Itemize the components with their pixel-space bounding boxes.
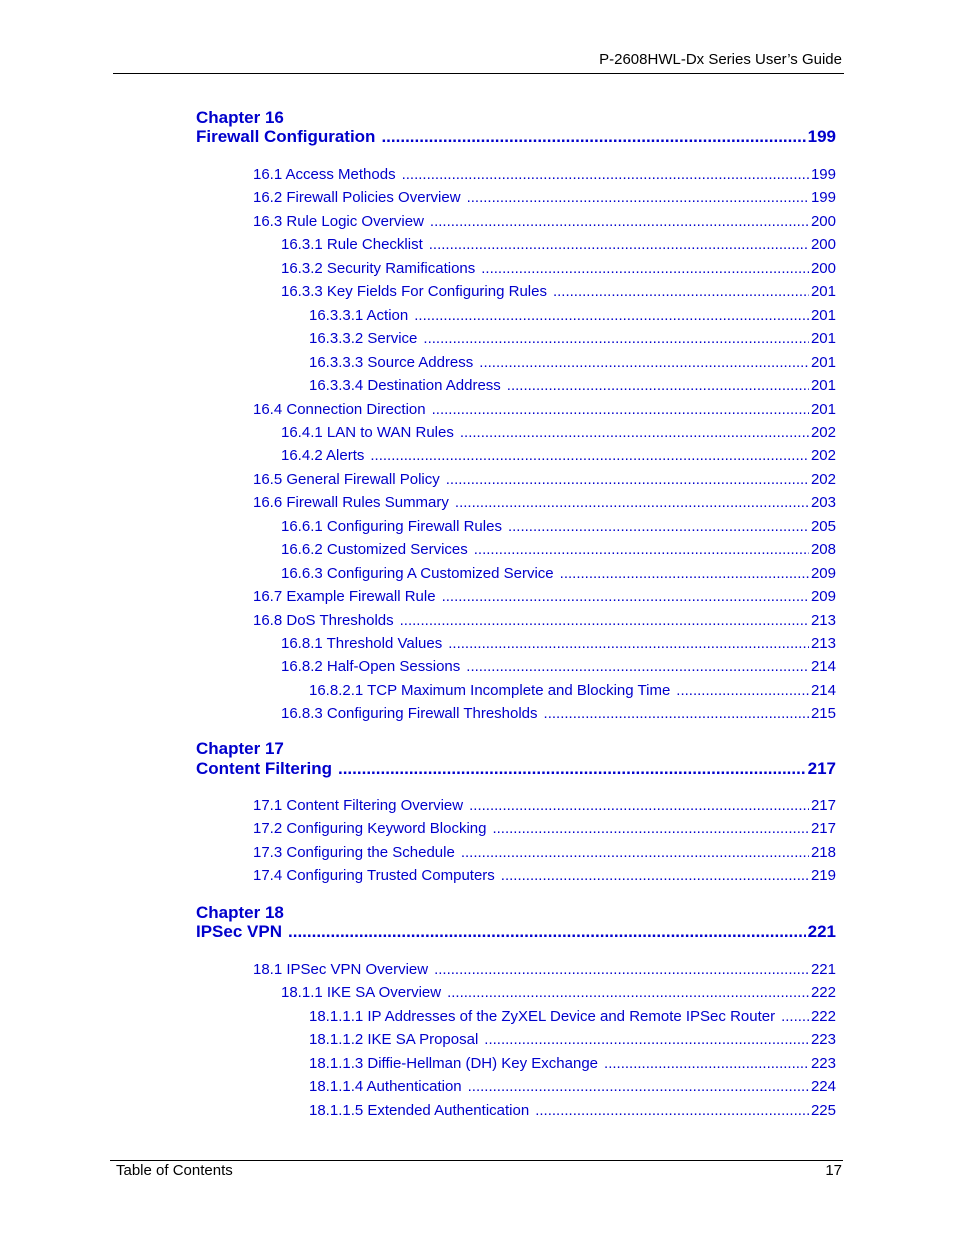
toc-entry-link[interactable]	[253, 867, 836, 887]
toc-entry-page-number: 201	[810, 377, 836, 395]
toc-entry-title: 16.5 General Firewall Policy	[253, 470, 440, 488]
chapter-label[interactable]: Chapter 17	[196, 739, 284, 758]
toc-entry-title: 16.6.2 Customized Services	[281, 541, 468, 559]
chapter-title-link[interactable]	[196, 922, 836, 944]
toc-entry-link[interactable]	[253, 588, 836, 608]
toc-entry-link[interactable]	[309, 1078, 836, 1098]
dot-leader	[429, 236, 809, 253]
dot-leader	[430, 213, 809, 230]
dot-leader	[468, 1078, 809, 1095]
toc-entry-title: 18.1.1.4 Authentication	[309, 1078, 462, 1096]
toc-entry-page-number: 209	[810, 588, 836, 606]
dot-leader	[288, 922, 806, 942]
chapter-title: Content Filtering	[196, 759, 332, 778]
dot-leader	[507, 377, 809, 394]
dot-leader	[461, 844, 809, 861]
toc-entry-title: 17.1 Content Filtering Overview	[253, 797, 464, 814]
dot-leader	[434, 961, 809, 978]
toc-entry-title: 16.8.2 Half-Open Sessions	[281, 658, 461, 676]
toc-entry-link[interactable]	[309, 330, 836, 350]
toc-entry-title: 16.3.3.2 Service	[309, 330, 418, 348]
toc-entry-title: 18.1.1.2 IKE SA Proposal	[309, 1031, 479, 1049]
toc-entry-page-number: 201	[810, 283, 836, 301]
toc-entry-page-number: 200	[810, 236, 836, 254]
toc-entry-page-number: 221	[810, 961, 836, 978]
toc-entry-title: 18.1.1.3 Diffie-Hellman (DH) Key Exchange	[309, 1054, 599, 1072]
toc-entry-title: 16.6.3 Configuring A Customized Service	[281, 564, 554, 582]
dot-leader	[781, 1008, 809, 1025]
toc-entry-title: 16.3.3.1 Action	[309, 306, 409, 324]
toc-entry-page-number: 215	[810, 705, 836, 723]
toc-entry-page-number: 202	[810, 470, 836, 488]
toc-entry-page-number: 200	[810, 259, 836, 277]
toc-entry-link[interactable]	[281, 565, 836, 585]
chapter-title-link[interactable]	[196, 759, 836, 781]
toc-entry-page-number: 201	[810, 330, 836, 348]
toc-entry-link[interactable]	[309, 1031, 836, 1051]
footer-section-name: Table of Contents	[116, 1162, 233, 1179]
dot-leader	[535, 1102, 809, 1119]
toc-entry-page-number: 202	[810, 423, 836, 441]
toc-entry-link[interactable]	[281, 984, 836, 1004]
footer-divider	[110, 1160, 843, 1161]
dot-leader	[469, 797, 809, 814]
toc-entry-page-number: 219	[810, 867, 836, 885]
toc-entry-title: 16.3 Rule Logic Overview	[253, 212, 424, 230]
dot-leader	[466, 658, 809, 675]
toc-entry-page-number: 213	[810, 635, 836, 652]
toc-entry-title: 16.7 Example Firewall Rule	[253, 588, 436, 606]
toc-entry-page-number: 199	[810, 189, 836, 207]
dot-leader	[460, 424, 809, 441]
toc-entry-title: 17.3 Configuring the Schedule	[253, 843, 455, 861]
chapter-title: Firewall Configuration	[196, 127, 376, 146]
toc-entry-title: 16.4.2 Alerts	[281, 447, 365, 465]
dot-leader	[676, 682, 809, 699]
dot-leader	[492, 820, 809, 837]
header-divider	[113, 73, 844, 74]
toc-entry-link[interactable]	[281, 260, 836, 280]
toc-entry-title: 16.2 Firewall Policies Overview	[253, 189, 461, 207]
dot-leader	[400, 612, 809, 629]
toc-entry-link[interactable]	[281, 283, 836, 303]
dot-leader	[455, 494, 809, 511]
chapter-page-number: 221	[807, 922, 836, 941]
toc-entry-page-number: 203	[810, 494, 836, 512]
toc-entry-page-number: 202	[810, 447, 836, 465]
chapter-title: IPSec VPN	[196, 922, 282, 941]
dot-leader	[432, 401, 809, 418]
toc-entry-link[interactable]	[253, 166, 836, 186]
toc-entry-page-number: 213	[810, 611, 836, 629]
toc-entry-link[interactable]	[309, 1008, 836, 1028]
toc-entry-title: 18.1.1 IKE SA Overview	[281, 984, 442, 1002]
dot-leader	[338, 759, 806, 779]
dot-leader	[447, 984, 809, 1001]
toc-entry-link[interactable]	[281, 424, 836, 444]
toc-entry-title: 16.1 Access Methods	[253, 166, 396, 183]
toc-entry-page-number: 214	[810, 681, 836, 699]
chapter-label[interactable]: Chapter 18	[196, 903, 284, 922]
toc-entry-page-number: 223	[810, 1031, 836, 1049]
toc-entry-title: 18.1.1.1 IP Addresses of the ZyXEL Device and Remote IPSec Router	[309, 1007, 776, 1025]
dot-leader	[381, 127, 805, 147]
dot-leader	[474, 541, 809, 558]
toc-entry-page-number: 205	[810, 517, 836, 535]
toc-entry-link[interactable]	[309, 354, 836, 374]
dot-leader	[481, 260, 809, 277]
dot-leader	[467, 189, 809, 206]
toc-entry-title: 17.4 Configuring Trusted Computers	[253, 867, 495, 885]
toc-entry-page-number: 201	[810, 400, 836, 418]
dot-leader	[479, 354, 809, 371]
toc-entry-page-number: 218	[810, 843, 836, 861]
toc-entry-title: 16.6.1 Configuring Firewall Rules	[281, 517, 502, 535]
dot-leader	[544, 705, 809, 722]
toc-entry-title: 16.6 Firewall Rules Summary	[253, 494, 449, 512]
toc-entry-title: 16.8 DoS Thresholds	[253, 611, 394, 629]
toc-entry-link[interactable]	[309, 1055, 836, 1075]
toc-entry-page-number: 222	[810, 1007, 836, 1025]
dot-leader	[448, 635, 809, 652]
toc-entry-page-number: 200	[810, 212, 836, 230]
toc-entry-page-number: 217	[810, 797, 836, 814]
dot-leader	[414, 307, 809, 324]
dot-leader	[423, 330, 809, 347]
dot-leader	[370, 447, 809, 464]
toc-entry-title: 16.3.3 Key Fields For Configuring Rules	[281, 283, 547, 301]
chapter-title-link[interactable]	[196, 127, 836, 149]
toc-entry-title: 16.3.3.4 Destination Address	[309, 377, 501, 395]
toc-entry-link[interactable]	[253, 612, 836, 632]
dot-leader	[501, 867, 809, 884]
toc-entry-page-number: 201	[810, 306, 836, 324]
toc-entry-link[interactable]	[253, 401, 836, 421]
footer-page-number: 17	[825, 1162, 842, 1179]
toc-entry-page-number: 225	[810, 1101, 836, 1119]
chapter-page-number: 199	[807, 127, 836, 146]
toc-entry-link[interactable]	[253, 213, 836, 233]
toc-entry-link[interactable]	[281, 705, 836, 725]
toc-entry-page-number: 208	[810, 541, 836, 559]
toc-entry-page-number: 223	[810, 1054, 836, 1072]
dot-leader	[484, 1031, 809, 1048]
toc-entry-page-number: 201	[810, 353, 836, 371]
toc-entry-title: 16.8.3 Configuring Firewall Thresholds	[281, 705, 538, 723]
toc-entry-link[interactable]	[253, 189, 836, 209]
toc-entry-title: 16.4 Connection Direction	[253, 400, 426, 418]
toc-entry-page-number: 224	[810, 1078, 836, 1096]
toc-entry-title: 16.3.2 Security Ramifications	[281, 259, 476, 277]
toc-entry-title: 17.2 Configuring Keyword Blocking	[253, 820, 487, 838]
toc-entry-link[interactable]	[253, 844, 836, 864]
toc-entry-title: 18.1 IPSec VPN Overview	[253, 961, 429, 978]
toc-entry-title: 16.3.1 Rule Checklist	[281, 236, 423, 254]
toc-entry-page-number: 217	[810, 820, 836, 838]
toc-entry-link[interactable]	[309, 682, 836, 702]
toc-entry-title: 16.3.3.3 Source Address	[309, 353, 474, 371]
toc-entry-link[interactable]	[281, 236, 836, 256]
toc-entry-link[interactable]	[309, 1102, 836, 1122]
toc-entry-title: 16.8.1 Threshold Values	[281, 635, 443, 652]
toc-entry-title: 18.1.1.5 Extended Authentication	[309, 1101, 530, 1119]
dot-leader	[508, 518, 809, 535]
toc-entry-link[interactable]	[309, 307, 836, 327]
dot-leader	[604, 1055, 809, 1072]
toc-entry-link[interactable]	[281, 635, 836, 655]
toc-entry-link[interactable]	[281, 541, 836, 561]
dot-leader	[442, 588, 809, 605]
toc-entry-page-number: 199	[810, 166, 836, 183]
chapter-label[interactable]: Chapter 16	[196, 108, 284, 127]
dot-leader	[402, 166, 809, 183]
toc-entry-page-number: 214	[810, 658, 836, 676]
toc-entry-link[interactable]	[253, 961, 836, 981]
toc-entry-link[interactable]	[253, 797, 836, 817]
toc-entry-link[interactable]	[281, 658, 836, 678]
toc-entry-link[interactable]	[253, 471, 836, 491]
dot-leader	[560, 565, 809, 582]
toc-entry-page-number: 209	[810, 564, 836, 582]
toc-entry-link[interactable]	[253, 494, 836, 514]
dot-leader	[553, 283, 809, 300]
dot-leader	[446, 471, 809, 488]
toc-entry-title: 16.8.2.1 TCP Maximum Incomplete and Blocking Time	[309, 681, 671, 699]
toc-entry-title: 16.4.1 LAN to WAN Rules	[281, 423, 454, 441]
toc-entry-link[interactable]	[281, 518, 836, 538]
document-header-title: P-2608HWL-Dx Series User’s Guide	[599, 51, 842, 68]
toc-entry-link[interactable]	[253, 820, 836, 840]
toc-entry-link[interactable]	[281, 447, 836, 467]
toc-entry-page-number: 222	[810, 984, 836, 1002]
toc-entry-link[interactable]	[309, 377, 836, 397]
chapter-page-number: 217	[807, 759, 836, 778]
